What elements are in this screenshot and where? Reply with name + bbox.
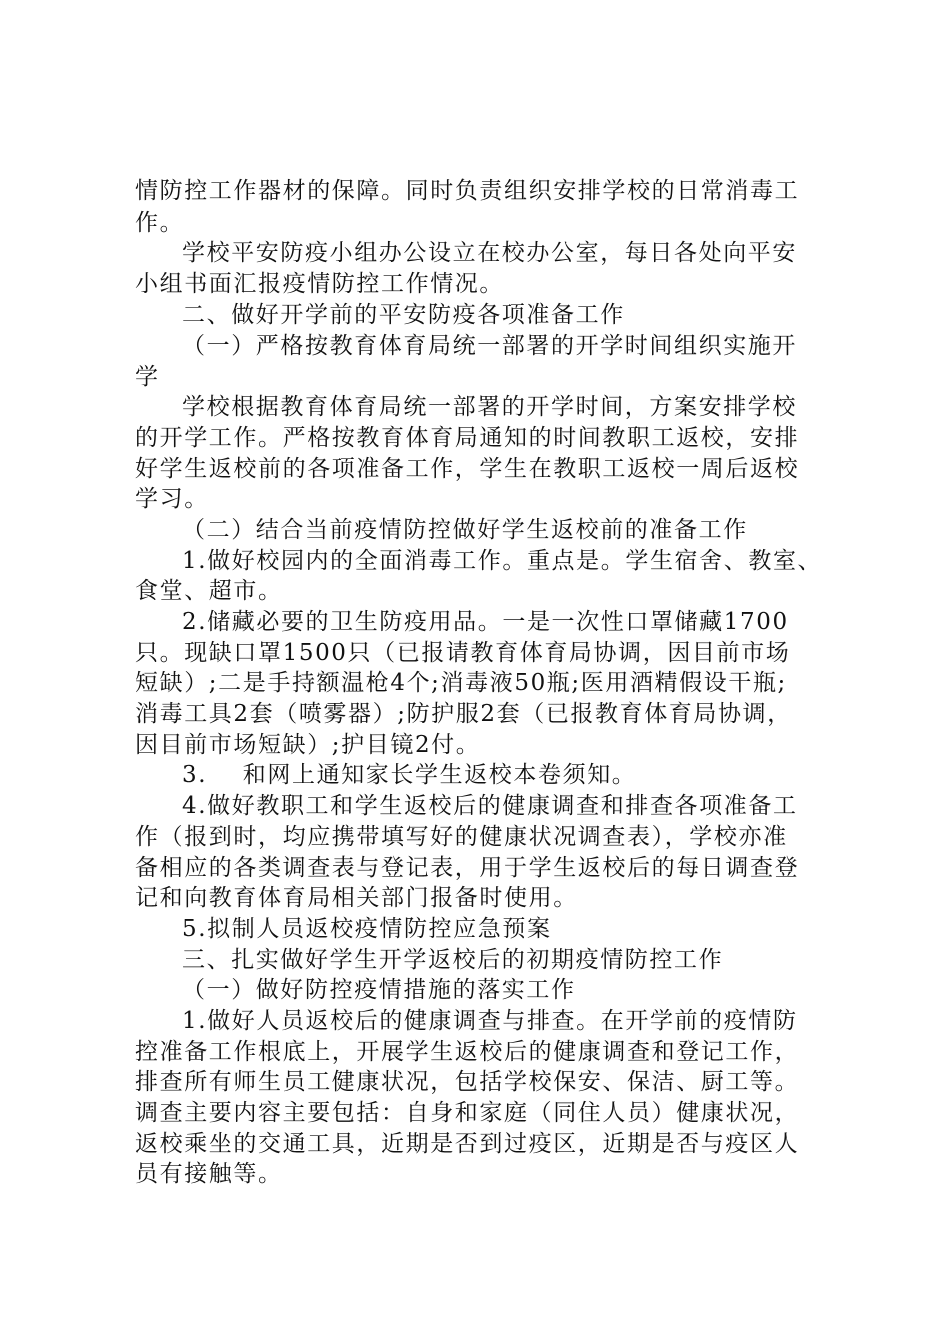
list-item: 1.做好校园内的全面消毒工作。重点是。学生宿舍、教室、 [182, 548, 823, 574]
text-line: 因目前市场短缺）;护目镜2付。 [135, 732, 481, 758]
text-line: 学 [135, 364, 160, 390]
text-line: 学校根据教育体育局统一部署的开学时间，方案安排学校 [182, 394, 797, 420]
text-line: 备相应的各类调查表与登记表，用于学生返校后的每日调查登 [135, 855, 800, 881]
list-item: 4.做好教职工和学生返校后的健康调查和排查各项准备工 [182, 793, 798, 819]
text-line: 控准备工作根底上，开展学生返校后的健康调查和登记工作， [135, 1039, 800, 1065]
text-line: 学校平安防疫小组办公设立在校办公室，每日各处向平安 [182, 240, 797, 266]
subsection-heading: （二）结合当前疫情防控做好学生返校前的准备工作 [182, 517, 748, 543]
text-line: 作（报到时，均应携带填写好的健康状况调查表），学校亦准 [135, 824, 788, 850]
text-line: 记和向教育体育局相关部门报备时使用。 [135, 885, 578, 911]
text-line: 员有接触等。 [135, 1161, 283, 1187]
text-line: 情防控工作器材的保障。同时负责组织安排学校的日常消毒工 [135, 178, 800, 204]
list-item: 1.做好人员返校后的健康调查与排查。在开学前的疫情防 [182, 1008, 798, 1034]
text-line: 调查主要内容主要包括：自身和家庭（同住人员）健康状况， [135, 1100, 800, 1126]
text-line: 返校乘坐的交通工具，近期是否到过疫区，近期是否与疫区人 [135, 1131, 800, 1157]
list-item: 5.拟制人员返校疫情防控应急预案 [182, 916, 552, 942]
text-line: 只。现缺口罩1500只（已报请教育体育局协调，因目前市场 [135, 640, 791, 666]
text-line: 的开学工作。严格按教育体育局通知的时间教职工返校，安排 [135, 425, 800, 451]
section-heading: 二、做好开学前的平安防疫各项准备工作 [182, 302, 625, 328]
text-line: 食堂、超市。 [135, 578, 283, 604]
text-line: 学习。 [135, 486, 209, 512]
subsection-heading: （一）严格按教育体育局统一部署的开学时间组织实施开 [182, 333, 797, 359]
text-line: 小组书面汇报疫情防控工作情况。 [135, 271, 504, 297]
text-line: 好学生返校前的各项准备工作，学生在教职工返校一周后返校 [135, 456, 800, 482]
list-item: 3. 和网上通知家长学生返校本卷须知。 [182, 762, 637, 788]
text-line: 短缺）;二是手持额温枪4个;消毒液50瓶;医用酒精假设干瓶; [135, 670, 787, 696]
text-line: 排查所有师生员工健康状况，包括学校保安、保洁、厨工等。 [135, 1069, 800, 1095]
text-line: 作。 [135, 210, 185, 236]
text-line: 消毒工具2套（喷雾器）;防护服2套（已报教育体育局协调， [135, 701, 792, 727]
list-item: 2.储藏必要的卫生防疫用品。一是一次性口罩储藏1700 [182, 609, 789, 635]
subsection-heading: （一）做好防控疫情措施的落实工作 [182, 977, 576, 1003]
section-heading: 三、扎实做好学生开学返校后的初期疫情防控工作 [182, 947, 724, 973]
